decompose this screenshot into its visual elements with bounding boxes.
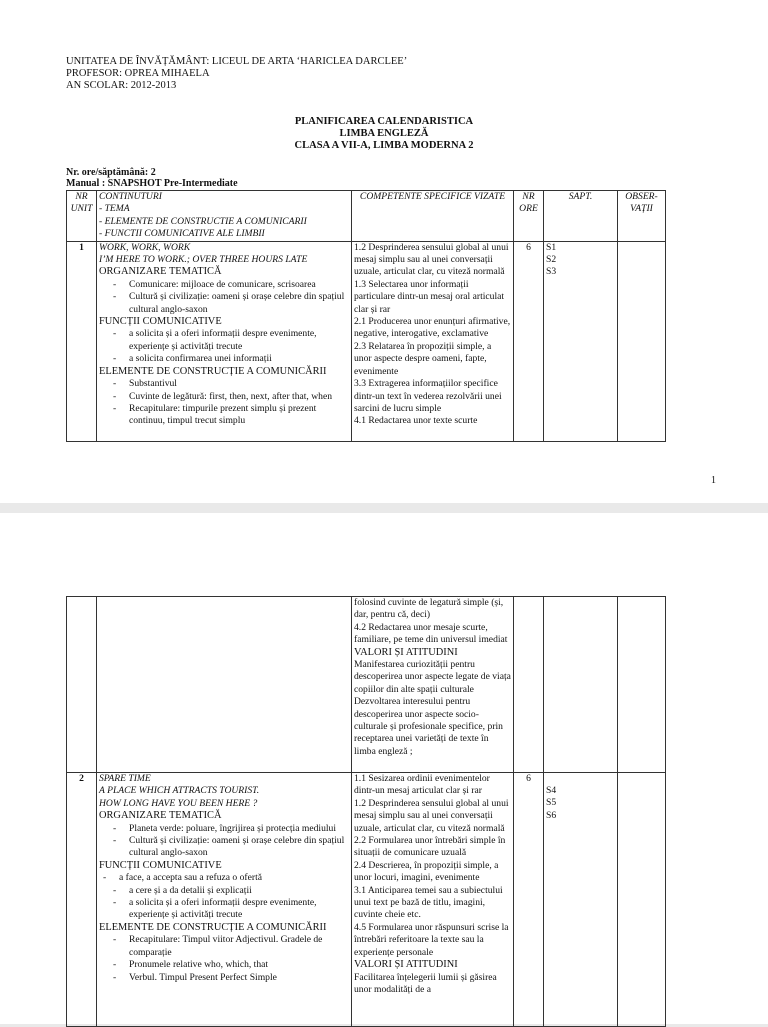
week-label: S6 [546, 809, 557, 821]
table-row [67, 241, 666, 441]
planning-table-continued [66, 596, 666, 1027]
subject-title: LIMBA ENGLEZĂ [339, 128, 429, 139]
competenta: 1.1 Sesizarea ordinii evenimentelor dintr-un mesaj articulat clar și rar [354, 773, 490, 797]
nr-ore-cell: 6 [514, 241, 544, 441]
competente-cell [352, 241, 514, 441]
week-label: S2 [546, 254, 557, 266]
unit-content [97, 241, 352, 441]
unit-number [67, 597, 97, 773]
list-item: - Cuvinte de legătură: first, then, next, after that, when [99, 391, 349, 403]
bullet-list [99, 823, 349, 860]
list-item: - Recapitulare: Timpul viitor Adjectivul. Gradele de comparație [99, 934, 349, 959]
list-item: - Comunicare: mijloace de comunicare, scrisoarea [99, 279, 349, 291]
unit-content [97, 597, 352, 773]
list-item: - a solicita și a oferi informații despre evenimente, experiențe și activități trecute [99, 328, 349, 353]
list-item: - Planeta verde: poluare, îngrijirea și protecția mediului [99, 823, 349, 835]
header-continuturi-line: - ELEMENTE DE CONSTRUCTIE A COMUNICARII [99, 215, 307, 227]
observatii-cell [618, 241, 666, 441]
meta-block [66, 167, 238, 189]
list-item: - a solicita confirmarea unei informații [99, 353, 349, 365]
document-title-block [0, 116, 768, 152]
valoare: Facilitarea înțelegerii lumii și găsirea unor modalități de a [354, 971, 497, 995]
unit-number: 2 [67, 773, 97, 1027]
nr-ore-cell: 6 [514, 773, 544, 1027]
sapt-cell [544, 241, 618, 441]
competenta: 4.2 Redactarea unor mesaje scurte, familiare, pe teme din universul imediat [354, 621, 508, 646]
unit-title: HOW LONG HAVE YOU BEEN HERE ? [99, 797, 258, 809]
unit-title: SPARE TIME [99, 773, 151, 784]
list-item: - Cultură și civilizație: oameni și orașe celebre din spațiul cultural anglo-saxon [99, 291, 349, 316]
section-label: ELEMENTE DE CONSTRUCȚIE A COMUNICĂRII [99, 921, 327, 933]
header-competente: COMPETENTE SPECIFICE VIZATE [352, 191, 514, 242]
class-title: CLASA A VII-A, LIMBA MODERNA 2 [294, 140, 474, 151]
observatii-cell [618, 773, 666, 1027]
header-continuturi-line: CONTINUTURI [99, 191, 162, 202]
header-continuturi-line: - TEMA [99, 203, 130, 215]
table-row [67, 773, 666, 1027]
hours-per-week: Nr. ore/săptămână: 2 [66, 167, 156, 178]
week-label: S1 [546, 241, 557, 253]
nr-ore-cell [514, 597, 544, 773]
table-header-row [67, 191, 666, 242]
competenta: 2.4 Descrierea, în propoziții simple, a unor locuri, imagini, evenimente [354, 859, 499, 884]
list-item: - Verbul. Timpul Present Perfect Simple [99, 972, 349, 984]
document-title: PLANIFICAREA CALENDARISTICA [294, 116, 474, 127]
competenta: 2.2 Formularea unor întrebări simple în situații de comunicare uzuală [354, 835, 506, 859]
school-line: UNITATEA DE ÎNVĂȚĂMÂNT: LICEUL DE ARTA ‘HARICLEA DARCLEE’ [66, 56, 408, 67]
competenta: 4.5 Formularea unor răspunsuri scrise la întrebări referitoare la texte sau la experiențe personale [354, 921, 509, 958]
page-number: 1 [711, 475, 716, 486]
bullet-list [99, 872, 349, 922]
observatii-cell [618, 597, 666, 773]
unit-title: WORK, WORK, WORK [99, 241, 191, 253]
sapt-cell [544, 773, 618, 1027]
list-item: - Substantivul [99, 378, 349, 390]
competenta: 3.3 Extragerea informațiilor specifice dintr-un text în vederea rezolvării unei sarcini de lucru simple [354, 378, 502, 414]
competente-cell [352, 597, 514, 773]
competenta: 1.2 Desprinderea sensului global al unui mesaj simplu sau al unei conversații uzuale, articulat clar, cu viteză normală [354, 241, 509, 278]
manual-name: Manual : SNAPSHOT Pre-Intermediate [66, 178, 238, 189]
list-item: - a cere și a da detalii și explicații [99, 885, 349, 897]
bullet-list [99, 934, 349, 984]
list-item: - Recapitulare: timpurile prezent simplu și prezent continuu, timpul trecut simplu [99, 403, 349, 428]
week-label: S3 [546, 266, 557, 278]
competenta: 4.1 Redactarea unor texte scurte [354, 415, 478, 427]
list-item: - a face, a accepta sau a refuza o ofertă [99, 872, 349, 884]
table-row [67, 597, 666, 773]
header-nr-unit: NR UNIT [67, 191, 97, 242]
competenta: 2.1 Producerea unor enunțuri afirmative, negative, interogative, exclamative [354, 316, 511, 340]
list-item: - Pronumele relative who, which, that [99, 959, 349, 971]
week-label: S5 [546, 797, 557, 809]
list-item: - a solicita și a oferi informații despre evenimente, experiențe și activități trecute [99, 897, 349, 922]
valoare: Dezvoltarea interesului pentru descoperirea unor aspecte socio-culturale și profesionale specifice, prin receptarea unei varietăți de texte în limba engleză ; [354, 696, 503, 757]
document-page-1 [0, 0, 768, 503]
section-label: FUNCȚII COMUNICATIVE [99, 859, 222, 871]
week-label: S4 [546, 785, 557, 796]
planning-table [66, 190, 666, 442]
unit-content [97, 773, 352, 1027]
header-continuturi-line: - FUNCTII COMUNICATIVE ALE LIMBII [99, 228, 265, 240]
competenta: folosind cuvinte de legatură simple (și, dar, pentru că, deci) [354, 597, 504, 621]
competente-cell [352, 773, 514, 1027]
section-label: VALORI ȘI ATITUDINI [354, 959, 458, 971]
section-label: ELEMENTE DE CONSTRUCȚIE A COMUNICĂRII [99, 365, 327, 377]
document-page-2 [0, 513, 768, 1024]
header-nr-ore: NR ORE [514, 191, 544, 242]
unit-title: A PLACE WHICH ATTRACTS TOURIST. [99, 785, 260, 797]
sapt-cell [544, 597, 618, 773]
section-label: FUNCȚII COMUNICATIVE [99, 316, 222, 328]
document-header [66, 56, 407, 92]
bullet-list [99, 279, 349, 316]
competenta: 1.2 Desprinderea sensului global al unui mesaj simplu sau al unei conversații uzuale, articulat clar, cu viteză normală [354, 797, 509, 834]
section-label: VALORI ȘI ATITUDINI [354, 646, 458, 658]
section-label: ORGANIZARE TEMATICĂ [99, 266, 222, 278]
competenta: 1.3 Selectarea unor informații particulare dintr-un mesaj oral articulat clar și rar [354, 278, 505, 315]
competenta: 3.1 Anticiparea temei sau a subiectului unui text pe bază de titlu, imagini, cuvinte cheie etc. [354, 884, 503, 921]
unit-number: 1 [67, 241, 97, 441]
list-item: - Cultură și civilizație: oameni și orașe celebre din spațiul cultural anglo-saxon [99, 835, 349, 860]
header-continuturi [97, 191, 352, 242]
competenta: 2.3 Relatarea în propoziții simple, a unor aspecte despre oameni, fapte, evenimente [354, 340, 492, 377]
header-sapt: SAPT. [544, 191, 618, 242]
unit-title: I’M HERE TO WORK.; OVER THREE HOURS LATE [99, 254, 308, 266]
section-label: ORGANIZARE TEMATICĂ [99, 810, 222, 822]
valoare: Manifestarea curiozității pentru descoperirea unor aspecte legate de viața copiilor din alte spații culturale [354, 659, 511, 695]
school-year-line: AN SCOLAR: 2012-2013 [66, 80, 177, 91]
teacher-line: PROFESOR: OPREA MIHAELA [66, 68, 210, 79]
bullet-list [99, 378, 349, 428]
bullet-list [99, 328, 349, 365]
header-observatii: OBSER-VAȚII [618, 191, 666, 242]
